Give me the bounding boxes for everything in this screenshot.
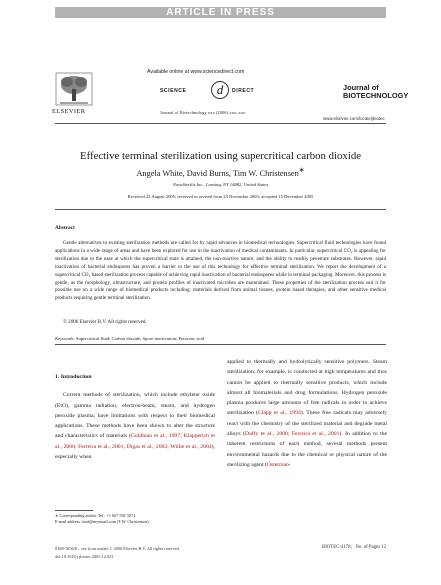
footnote-email: E-mail address: timf@myemail.com (T.W. Christensen). [55, 519, 150, 524]
intro-text: ). These free radicals may adversely react with the chemistry of the sterilized material and degrade metal alloys ( [227, 410, 388, 438]
header-divider [55, 123, 386, 124]
abstract-top-divider [55, 209, 386, 210]
sciencedirect-mark-icon: d [211, 81, 229, 99]
corresponding-author-mark: ∗ [298, 167, 305, 174]
keywords-label: Keywords: [55, 336, 75, 341]
journal-url: www.elsevier.com/locate/jbiotec [323, 116, 385, 121]
journal-citation-line: Journal of Biotechnology xxx (2006) xxx–xxx [160, 110, 246, 115]
citation-link[interactable]: Clapp et al., 1994 [258, 410, 301, 417]
footnote-corresponding-author: ∗ Corresponding author. Tel.: +1 607 592 3074. [55, 513, 137, 518]
abstract-copyright: © 2006 Elsevier B.V. All rights reserved. [63, 319, 147, 325]
left-column [55, 364, 215, 462]
article-in-press-banner: ARTICLE IN PRESS [55, 7, 386, 18]
footnote-divider [55, 510, 93, 511]
author-names: Angela White, David Burns, Tim W. Christensen [136, 168, 299, 178]
page-count: No. of Pages 12 [355, 545, 387, 550]
sciencedirect-right-text: DIRECT [232, 88, 255, 94]
intro-text: Current methods of sterilization, which include ethylene oxide (EtO), gamma radiation, electron-beam, steam, and hydrogen peroxide plasma, have limitations with respect to their biomedical applications. These methods have been shown to alter the structure and characteristics of materials ( [55, 392, 215, 440]
journal-title-line1: Journal of [343, 83, 379, 92]
intro-paragraph-left [55, 390, 215, 462]
section-heading-introduction: 1. Introduction [55, 374, 92, 380]
article-title: Effective terminal sterilization using supercritical carbon dioxide [79, 150, 362, 162]
front-matter-info [55, 545, 180, 561]
available-online-text: Available online at www.sciencedirect.com [147, 69, 245, 75]
citation-link[interactable]: Goldman et al., 1997; Klapperich et al., 2000; Ferreira et al., 2001; Digas et al., 2003; Willie et al., 2004 [55, 433, 215, 450]
sciencedirect-left-text: SCIENCE [160, 88, 187, 94]
elsevier-tree-logo-icon [55, 72, 93, 106]
keywords-line [55, 336, 204, 341]
issn-line: 0168-1656/$ – see front matter © 2006 Elsevier B.V. All rights reserved. [55, 546, 180, 551]
journal-title [343, 84, 408, 100]
biotec-code: BIOTEC-4178; [322, 545, 352, 550]
citation-link[interactable]: Duffy et al., 2000; Ferreira et al., 2001 [244, 431, 340, 438]
intro-text: ). In addition to the inherent restrictions of each method, several methods present environmental hazards due to the chemical or physical nature of the sterilizing agent ( [227, 431, 387, 468]
keywords-list: Supercritical fluid; Carbon dioxide; Spore inactivation; Peracetic acid [75, 336, 205, 341]
abstract-heading: Abstract [55, 225, 75, 231]
abstract-bottom-divider [55, 344, 386, 345]
doi-line[interactable]: doi:10.1016/j.jbiotec.2005.12.033 [55, 554, 114, 559]
author-affiliation: NovaSterilis Inc., Lansing, NY 14882, United States [172, 182, 269, 187]
right-column [227, 357, 387, 470]
intro-paragraph-right [227, 357, 387, 470]
received-dates: Received 22 August 2005; received in revised form 23 November 2005; accepted 15 December 2005 [127, 194, 314, 199]
abstract-body: Gentle alternatives to existing sterilization methods are called for by rapid advances in biomedical technologies. Supercritical fluid technologies have found applications in a wide range of areas and have been explored for use in the inactivation of medical contaminants. In particular, supercritical CO₂ is appealing for sterilization due to the ease at which the supercritical state is attained, the non-reactive nature, and the ability to readily penetrate substrates. However, rapid inactivation of bacterial endospores has proven a barrier to the use of this technology for effective terminal sterilization. We report the development of a supercritical CO₂ based sterilization process capable of achieving rapid inactivation of bacterial endospores while in terminal packaging. Moreover, this process is gentle, as the morphology, ultrastructure, and protein profiles of inactivated microbes are maintained. These properties of the sterilization process suit it for possible use on a wide range of biomedical products including: materials derived from animal tissues, protein based therapies, and other sensitive medical products requiring gentle terminal sterilization. [55, 240, 386, 302]
article-code [322, 545, 386, 550]
journal-title-line2: BIOTECHNOLOGY [343, 91, 409, 101]
article-authors [55, 166, 386, 178]
intro-text: ), especially when [55, 443, 215, 461]
publisher-name: ELSEVIER [52, 108, 86, 115]
intro-text: applied to thermally and hydrolytically sensitive polymers. Steam sterilization, for example, is conducted at high temperatures and thus cannot be applied to thermally sensitive products, which include almost all biomaterials and drug formulations. Hydrogen peroxide plasma produces large amounts of free radicals in order to achieve sterilization ( [227, 359, 387, 417]
footnote [55, 513, 215, 525]
sciencedirect-logo [160, 80, 280, 100]
citation-link[interactable]: Osterman- [266, 461, 291, 468]
